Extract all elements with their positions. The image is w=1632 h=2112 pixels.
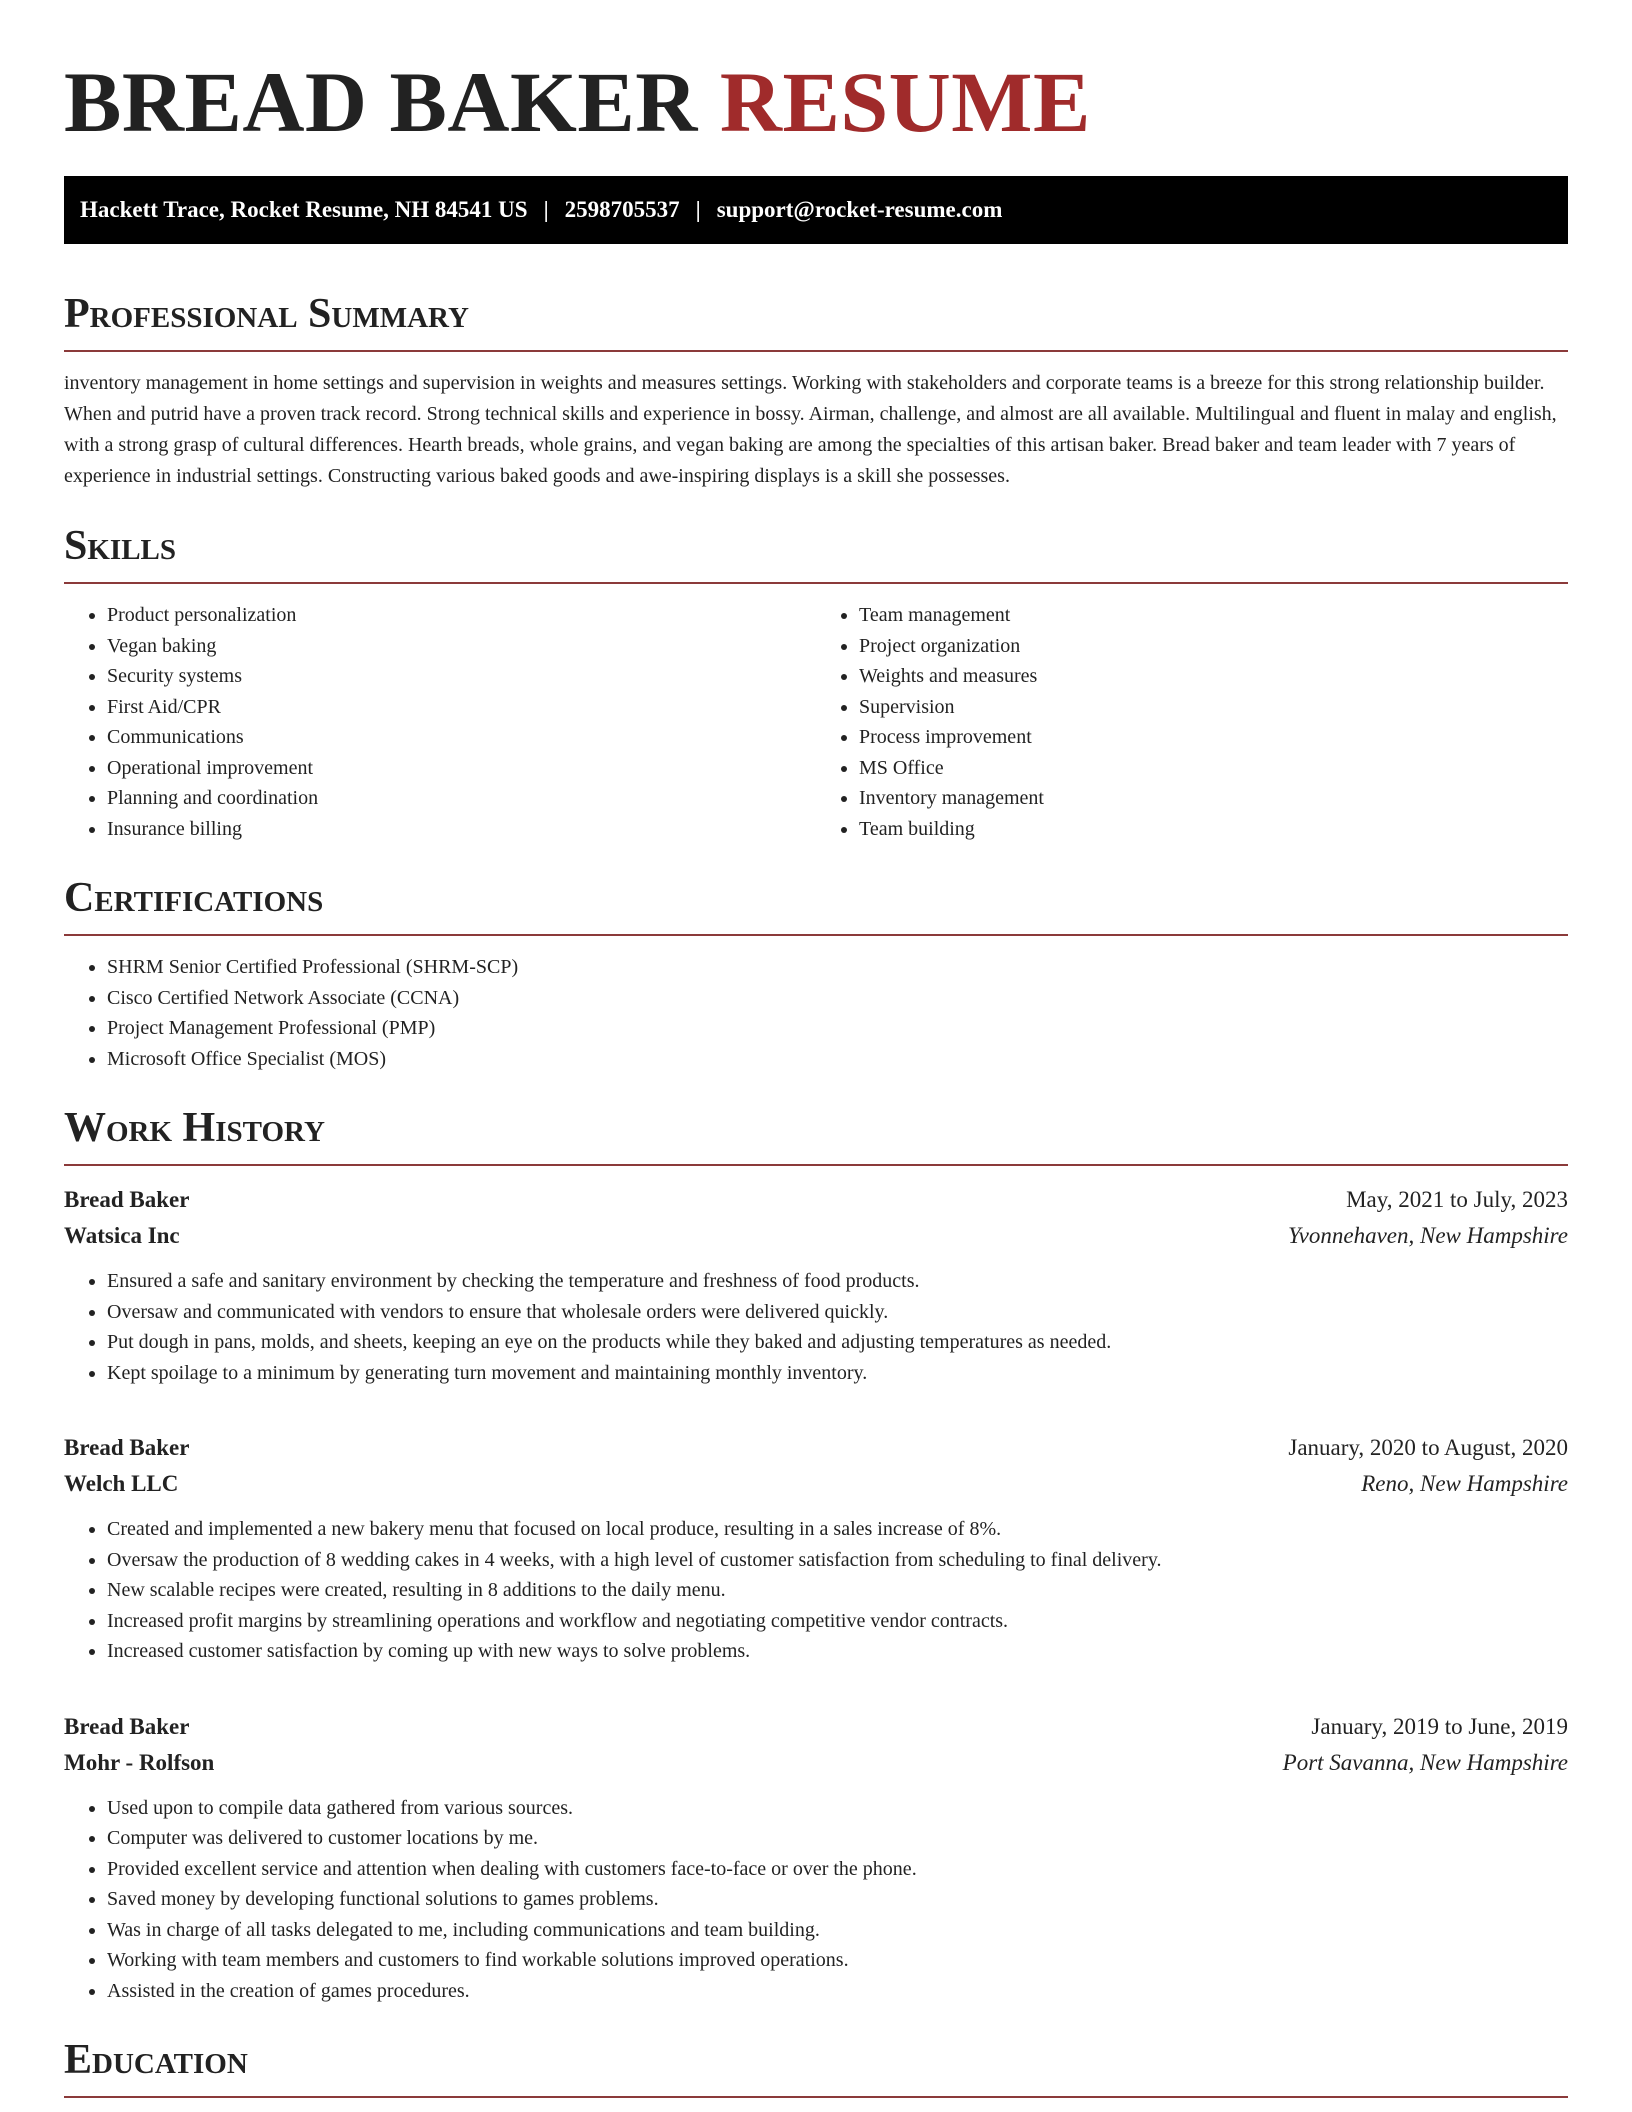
skills-list-left [64,600,816,844]
skill-item: • Process improvement [859,722,1568,753]
contact-address: Hackett Trace, Rocket Resume, NH 84541 US [80,197,528,222]
contact-separator: | [695,197,701,222]
job-bullet: • Working with team members and customers to find workable solutions improved operations. [107,1945,1568,1976]
job-header-row [64,1430,1568,1466]
section-heading-work-history: Work History [64,1105,325,1151]
skill-item: • Insurance billing [107,814,816,845]
job-bullet: • Used upon to compile data gathered from various sources. [107,1793,1568,1824]
skill-item: • Operational improvement [107,753,816,784]
job-entry [64,1182,1568,1388]
job-bullet: • Assisted in the creation of games procedures. [107,1976,1568,2007]
summary-text: inventory management in home settings and supervision in weights and measures settings. Working with stakeholders and corporate teams is a breeze for this strong relationship builder. When and putrid have a proven track record. Strong technical skills and experience in bossy. Airman, challenge, and almost are all available. Multilingual and fluent in malay and english, with a strong grasp of cultural differences. Hearth breads, whole grains, and vegan baking are among the specialties of this artisan baker. Bread baker and team leader with 7 years of experience in industrial settings. Constructing various baked goods and awe-inspiring displays is a skill she possesses. [64,372,1557,487]
job-dates: May, 2021 to July, 2023 [1346,1187,1568,1212]
skill-item: • Weights and measures [859,661,1568,692]
job-bullet: • Was in charge of all tasks delegated to me, including communications and team building. [107,1915,1568,1946]
job-bullet: • Kept spoilage to a minimum by generating turn movement and maintaining monthly inventory. [107,1358,1568,1389]
section-divider [64,1164,1568,1166]
resume-title [64,0,1568,152]
job-title: Bread Baker [64,1713,190,1739]
job-bullet: • Saved money by developing functional solutions to games problems. [107,1884,1568,1915]
job-subheader-row [64,1466,1568,1502]
certification-item: • SHRM Senior Certified Professional (SHRM-SCP) [107,952,1568,983]
job-bullets [64,1266,1568,1388]
section-divider [64,582,1568,584]
job-entry [64,1709,1568,2007]
job-bullet: • Oversaw and communicated with vendors to ensure that wholesale orders were delivered quickly. [107,1297,1568,1328]
section-heading-certifications: Certifications [64,875,324,921]
job-bullet: • Ensured a safe and sanitary environment by checking the temperature and freshness of food products. [107,1266,1568,1297]
contact-separator: | [543,197,549,222]
contact-bar [64,176,1568,244]
job-company: Watsica Inc [64,1223,180,1248]
certifications-list [64,952,1568,1074]
section-divider [64,934,1568,936]
section-heading-summary: Professional Summary [64,291,469,337]
job-location: Reno, New Hampshire [1361,1471,1568,1496]
skill-item: • Inventory management [859,783,1568,814]
skills-section [64,520,1568,844]
skill-item: • Team building [859,814,1568,845]
skill-item: • MS Office [859,753,1568,784]
section-divider [64,2096,1568,2098]
contact-email[interactable]: support@rocket-resume.com [716,197,1003,222]
job-bullet: • Increased profit margins by streamlining operations and workflow and negotiating competitive vendor contracts. [107,1606,1568,1637]
job-location: Yvonnehaven, New Hampshire [1287,1223,1568,1248]
job-subheader-row [64,1218,1568,1254]
skill-item: • Team management [859,600,1568,631]
skills-columns [64,600,1568,844]
certification-item: • Cisco Certified Network Associate (CCNA) [107,983,1568,1014]
education-section [64,2034,1568,2098]
job-bullets [64,1514,1568,1667]
certification-item: • Microsoft Office Specialist (MOS) [107,1044,1568,1075]
job-bullet: • New scalable recipes were created, resulting in 8 additions to the daily menu. [107,1575,1568,1606]
skill-item: • Communications [107,722,816,753]
title-accent: RESUME [719,54,1091,150]
skill-item: • Vegan baking [107,631,816,662]
contact-phone[interactable]: 2598705537 [564,197,680,222]
section-heading-education: Education [64,2037,248,2083]
job-subheader-row [64,1745,1568,1781]
skill-item: • Project organization [859,631,1568,662]
job-bullet: • Put dough in pans, molds, and sheets, keeping an eye on the products while they baked and adjusting temperatures as needed. [107,1327,1568,1358]
certifications-section [64,872,1568,1074]
skill-item: • Planning and coordination [107,783,816,814]
job-header-row [64,1709,1568,1745]
job-header-row [64,1182,1568,1218]
job-bullet: • Increased customer satisfaction by coming up with new ways to solve problems. [107,1636,1568,1667]
job-title: Bread Baker [64,1435,190,1460]
skill-item: • Security systems [107,661,816,692]
summary-section [64,288,1568,492]
job-bullet: • Provided excellent service and attention when dealing with customers face-to-face or over the phone. [107,1854,1568,1885]
section-divider [64,350,1568,352]
skill-item: • First Aid/CPR [107,692,816,723]
job-dates: January, 2020 to August, 2020 [1288,1435,1568,1460]
work-history-section [64,1102,1568,2006]
job-company: Welch LLC [64,1471,179,1496]
title-main: BREAD BAKER [64,54,698,150]
skill-item: • Supervision [859,692,1568,723]
job-bullet: • Oversaw the production of 8 wedding cakes in 4 weeks, with a high level of customer satisfaction from scheduling to final delivery. [107,1545,1568,1576]
section-heading-skills: Skills [64,523,177,569]
certification-item: • Project Management Professional (PMP) [107,1013,1568,1044]
job-bullet: • Created and implemented a new bakery menu that focused on local produce, resulting in a sales increase of 8%. [107,1514,1568,1545]
job-bullet: • Computer was delivered to customer locations by me. [107,1823,1568,1854]
job-entry [64,1430,1568,1667]
skills-list-right [816,600,1568,844]
job-bullets [64,1793,1568,2007]
job-location: Port Savanna, New Hampshire [1282,1749,1568,1775]
job-title: Bread Baker [64,1187,190,1212]
skill-item: • Product personalization [107,600,816,631]
job-company: Mohr - Rolfson [64,1749,215,1775]
job-dates: January, 2019 to June, 2019 [1311,1713,1568,1739]
